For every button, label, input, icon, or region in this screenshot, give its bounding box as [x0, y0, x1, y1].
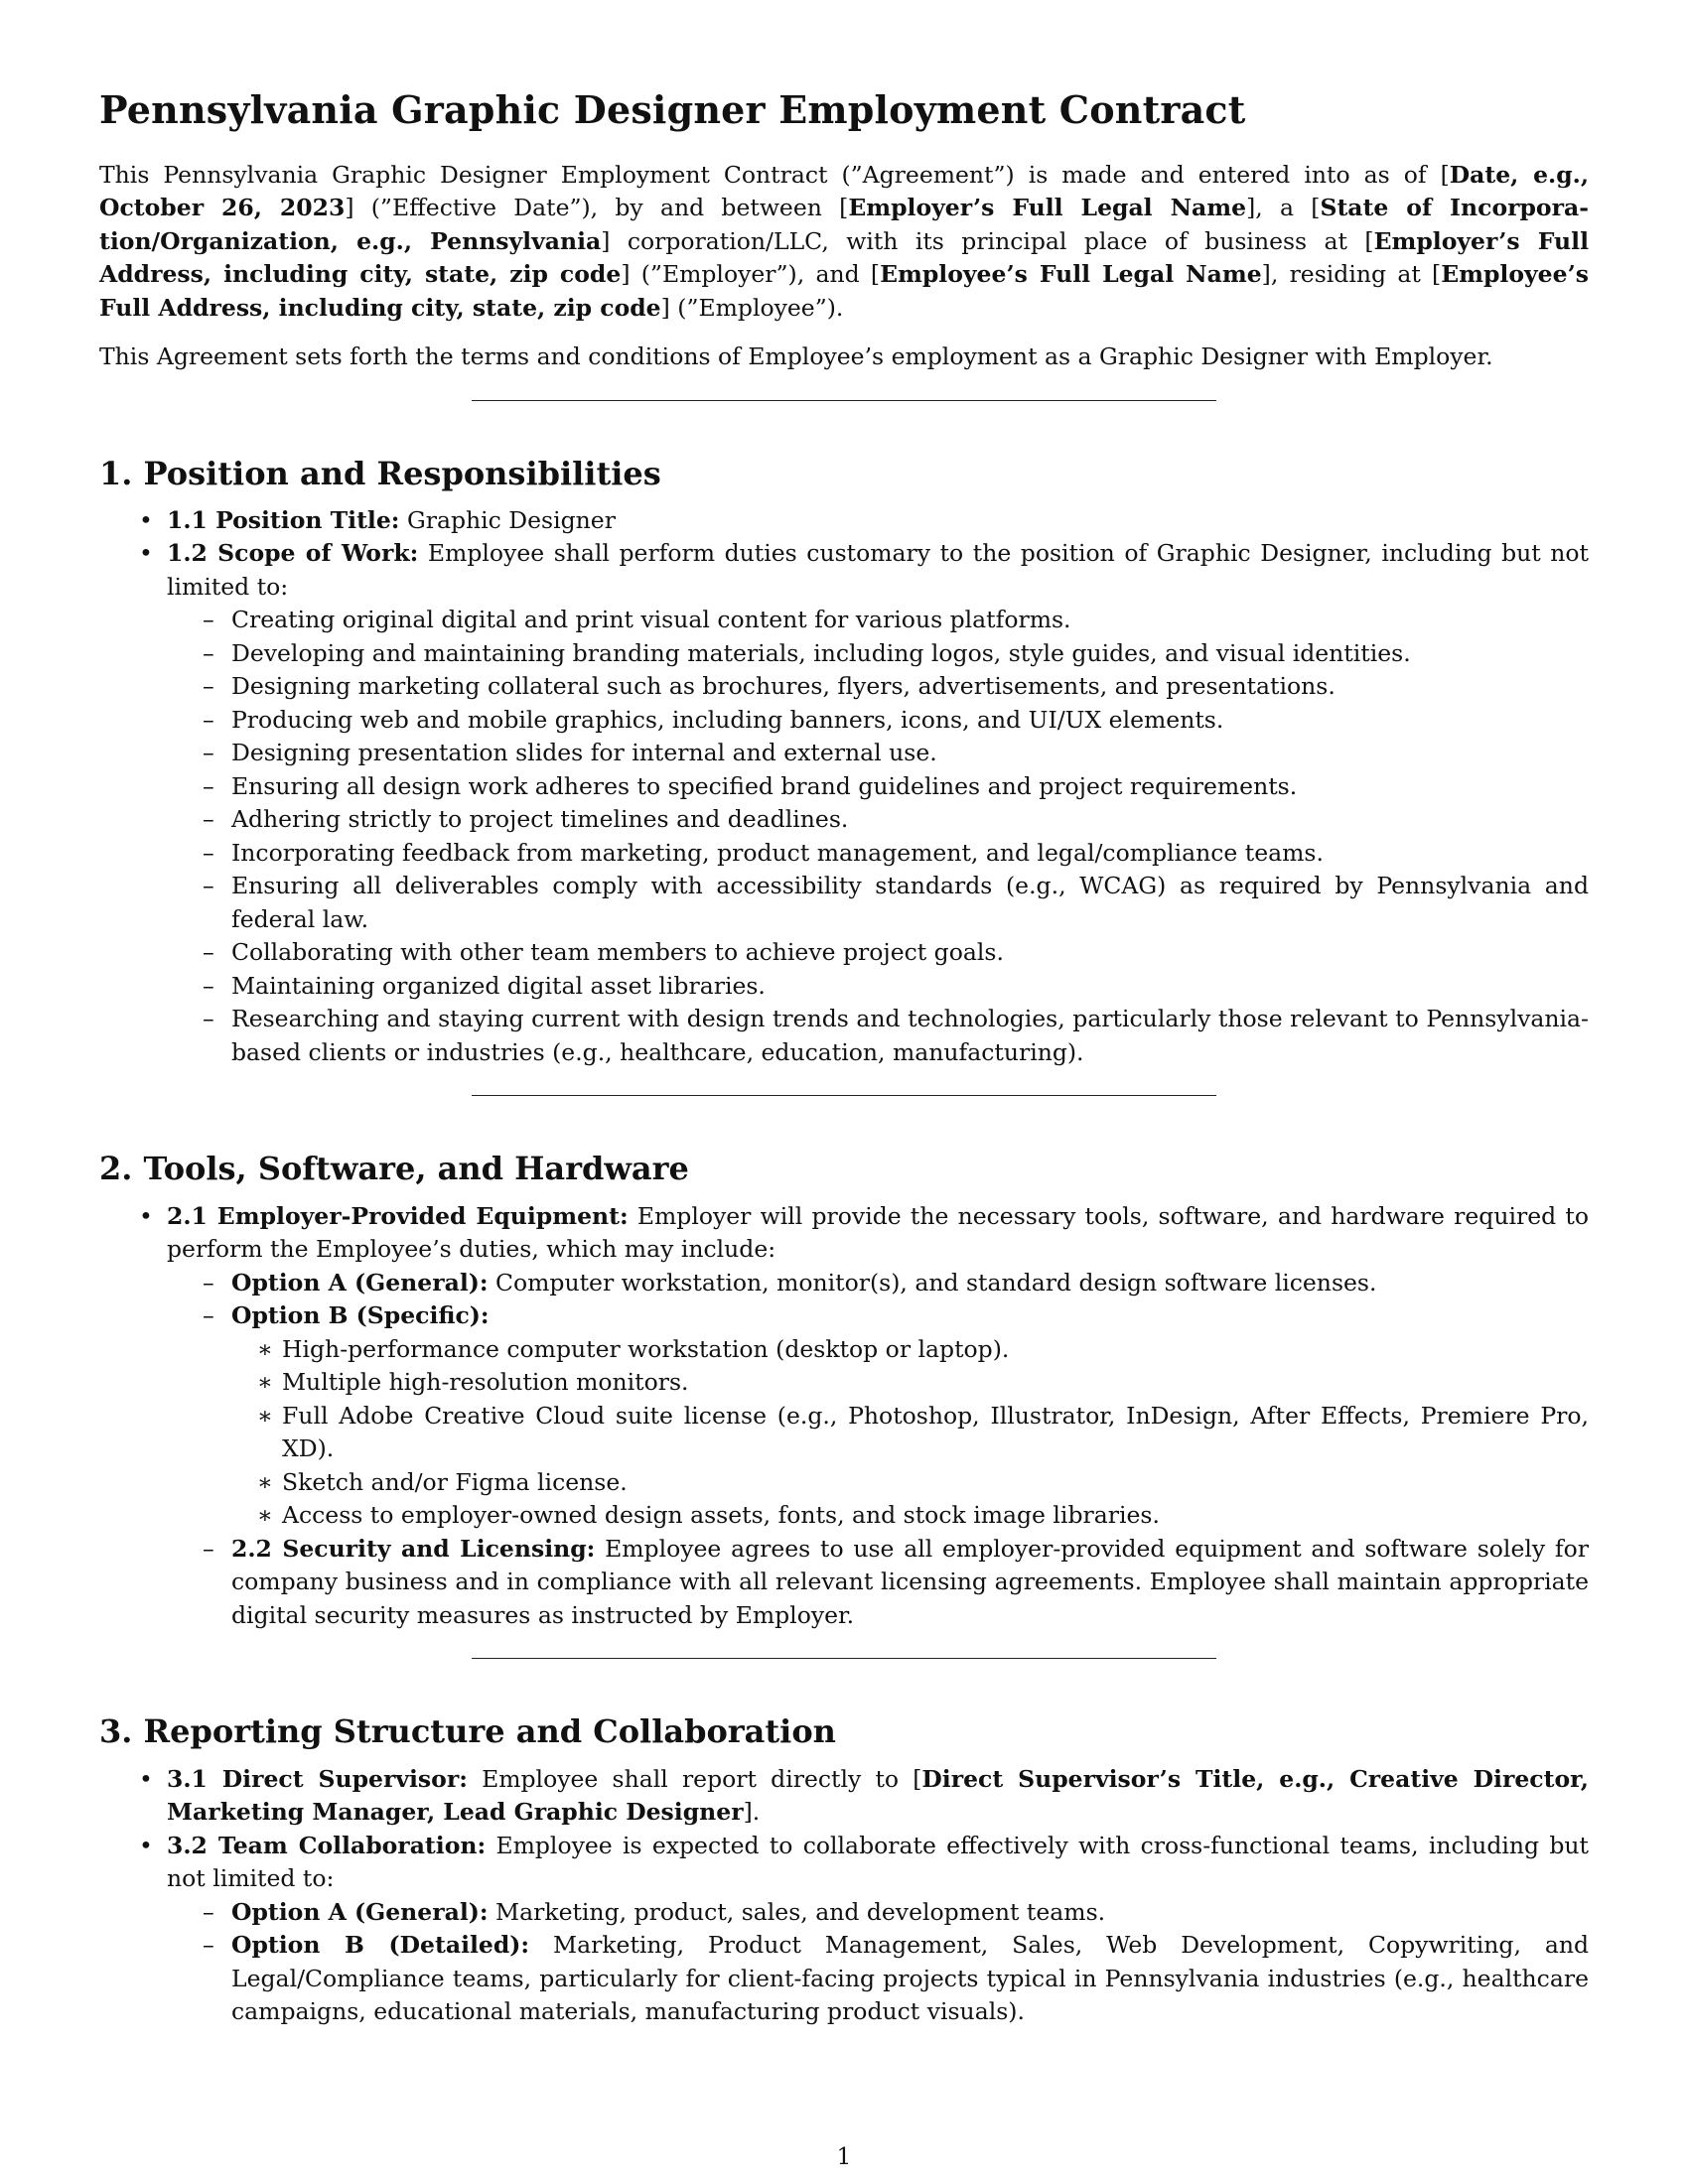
list-item	[167, 870, 1589, 936]
collaboration-options-list	[167, 1896, 1589, 2029]
item-text: Graphic Designer	[399, 505, 616, 534]
section-1-heading: 1. Position and Responsibilities	[99, 454, 661, 492]
list-item	[167, 803, 1589, 837]
dash-icon: –	[203, 1301, 214, 1330]
item-label: Option A (General):	[231, 1268, 489, 1297]
intro-text: ] (”Employee”).	[660, 293, 844, 322]
item-text: Researching and staying current with design trends and technologies, particularly those relevant to Pennsylvania-based clients or industries (e.g., healthcare, education, manufacturing).	[231, 1005, 1589, 1066]
section-divider	[472, 400, 1216, 401]
item-text: Employee agrees to use all employer-provided equipment and software solely for company business and in compliance with all relevant licensing agreements. Employee shall maintain appropriate digital security measures as instructed by Employer.	[231, 1534, 1589, 1629]
dash-icon: –	[203, 1268, 214, 1297]
item-label: 3.1 Direct Supervisor:	[167, 1764, 468, 1793]
asterisk-icon: ∗	[257, 1334, 273, 1363]
list-item	[231, 1333, 1589, 1367]
list-item	[231, 1400, 1589, 1466]
list-item	[167, 1533, 1589, 1633]
item-text: Sketch and/or Figma license.	[282, 1467, 628, 1496]
section-divider	[472, 1658, 1216, 1659]
intro-text: ], a [	[1246, 194, 1321, 222]
list-item	[167, 970, 1589, 1004]
list-item	[99, 504, 1589, 538]
item-text: Developing and maintaining branding materials, including logos, style guides, and visual identities.	[231, 638, 1411, 667]
dash-icon: –	[203, 1005, 214, 1033]
list-item	[167, 1896, 1589, 1930]
employer-name-placeholder: Employer’s Full Legal Name	[848, 194, 1247, 222]
item-text: Producing web and mobile graphics, including banners, icons, and UI/UX elements.	[231, 705, 1224, 734]
intro-text: ] (”Effective Date”), by and between [	[345, 194, 849, 222]
list-item	[99, 1200, 1589, 1633]
dash-icon: –	[203, 1897, 214, 1926]
item-text: Maintaining organized digital asset libraries.	[231, 971, 766, 1000]
duties-list	[167, 604, 1589, 1069]
document-title: Pennsylvania Graphic Designer Employment Contract	[99, 87, 1246, 132]
asterisk-icon: ∗	[257, 1467, 273, 1496]
dash-icon: –	[203, 672, 214, 701]
dash-icon: –	[203, 838, 214, 867]
item-text: Incorporating feedback from marketing, product management, and legal/compliance teams.	[231, 838, 1324, 867]
list-item	[167, 704, 1589, 738]
list-item	[167, 936, 1589, 970]
list-item	[167, 1929, 1589, 2029]
section-3-heading: 3. Reporting Structure and Collaboration	[99, 1712, 836, 1751]
asterisk-icon: ∗	[257, 1368, 273, 1397]
section-3-list	[99, 1763, 1589, 2029]
employer-address-placeholder: Employer’s Full Address, including city, state, zip code	[99, 226, 1589, 289]
equipment-options-list	[167, 1267, 1589, 1633]
list-item	[231, 1499, 1589, 1533]
dash-icon: –	[203, 638, 214, 667]
document-page	[99, 87, 1589, 2029]
list-item	[231, 1466, 1589, 1500]
intro-text: ] (”Employer”), and [	[621, 260, 881, 289]
item-text: Computer workstation, monitor(s), and standard design software licenses.	[488, 1268, 1377, 1297]
bullet-icon: •	[139, 1831, 153, 1859]
item-text: Marketing, Product Management, Sales, Web Development, Copywriting, and Legal/Compliance teams, particularly for client-facing projects typical in Pennsylvania industries (e.g., healthcare campaigns, educational materials, manufacturing product visuals).	[231, 1931, 1590, 2026]
list-item	[167, 837, 1589, 871]
section-2-heading: 2. Tools, Software, and Hardware	[99, 1150, 689, 1188]
section-2-list	[99, 1200, 1589, 1633]
item-label: 2.2 Security and Licensing:	[231, 1534, 596, 1563]
dash-icon: –	[203, 938, 214, 967]
list-item	[231, 1366, 1589, 1400]
employee-address-placeholder: Employee’s Full Address, including city, state, zip code	[99, 260, 1589, 322]
item-text: Full Adobe Creative Cloud suite license (e.g., Photoshop, Illustrator, InDesign, After Effects, Premiere Pro, XD).	[282, 1401, 1589, 1463]
list-item	[167, 1299, 1589, 1533]
item-text: Access to employer-owned design assets, fonts, and stock image libraries.	[282, 1501, 1160, 1530]
list-item	[167, 604, 1589, 637]
list-item	[167, 737, 1589, 770]
item-text: Employee shall report directly to [	[467, 1764, 922, 1793]
asterisk-icon: ∗	[257, 1401, 273, 1430]
dash-icon: –	[203, 739, 214, 767]
page-number: 1	[836, 2144, 852, 2170]
item-text: High-performance computer workstation (desktop or laptop).	[282, 1334, 1010, 1363]
intro-text: ], residing at [	[1261, 260, 1442, 289]
dash-icon: –	[203, 1534, 214, 1563]
bullet-icon: •	[139, 1764, 153, 1793]
dash-icon: –	[203, 872, 214, 900]
item-label: Option B (Detailed):	[231, 1931, 530, 1960]
dash-icon: –	[203, 771, 214, 800]
intro-paragraph	[99, 159, 1589, 326]
list-item	[99, 537, 1589, 1069]
item-text: Designing presentation slides for internal and external use.	[231, 739, 937, 767]
item-text: Multiple high-resolution monitors.	[282, 1368, 689, 1397]
item-label: Option B (Specific):	[231, 1301, 490, 1330]
state-placeholder: State of Incorporation/Organization, e.g., Pennsylvania	[99, 194, 1589, 255]
specific-equipment-list	[231, 1333, 1589, 1533]
bullet-icon: •	[139, 539, 153, 568]
section-1-list	[99, 504, 1589, 1070]
item-text: Employer will provide the necessary tools, software, and hardware required to perform the Employee’s duties, which may include:	[167, 1201, 1589, 1264]
dash-icon: –	[203, 1931, 214, 1960]
item-label: 1.2 Scope of Work:	[167, 539, 419, 568]
employee-name-placeholder: Employee’s Full Legal Name	[880, 260, 1262, 289]
supervisor-placeholder: Direct Supervisor’s Title, e.g., Creative Director, Marketing Manager, Lead Graphic Designer	[167, 1764, 1589, 1827]
list-item	[99, 1830, 1589, 2029]
bullet-icon: •	[139, 505, 153, 534]
item-text: Designing marketing collateral such as brochures, flyers, advertisements, and presentations.	[231, 672, 1336, 701]
dash-icon: –	[203, 606, 214, 634]
item-text: Ensuring all deliverables comply with accessibility standards (e.g., WCAG) as required by Pennsylvania and federal law.	[231, 872, 1589, 933]
item-text: Employee is expected to collaborate effectively with cross-functional teams, including but not limited to:	[167, 1831, 1589, 1893]
item-text: Ensuring all design work adheres to specified brand guidelines and project requirements.	[231, 771, 1298, 800]
item-text: Marketing, product, sales, and development teams.	[488, 1897, 1106, 1926]
list-item	[167, 1003, 1589, 1069]
dash-icon: –	[203, 705, 214, 734]
list-item	[167, 670, 1589, 704]
item-label: Option A (General):	[231, 1897, 489, 1926]
list-item	[167, 637, 1589, 671]
section-divider	[472, 1095, 1216, 1096]
effective-date-placeholder: Date, e.g., October 26, 2023	[99, 160, 1590, 222]
dash-icon: –	[203, 971, 214, 1000]
asterisk-icon: ∗	[257, 1501, 273, 1530]
bullet-icon: •	[139, 1201, 153, 1230]
item-text: Creating original digital and print visual content for various platforms.	[231, 606, 1071, 634]
purpose-paragraph: This Agreement sets forth the terms and conditions of Employee’s employment as a Graphic Designer with Employer.	[99, 342, 1493, 371]
list-item	[99, 1763, 1589, 1830]
dash-icon: –	[203, 805, 214, 834]
item-text: Adhering strictly to project timelines and deadlines.	[231, 805, 849, 834]
item-label: 2.1 Employer-Provided Equipment:	[167, 1201, 629, 1230]
item-text: Employee shall perform duties customary to the position of Graphic Designer, including but not limited to:	[167, 539, 1589, 601]
item-label: 1.1 Position Title:	[167, 505, 400, 534]
item-text: Collaborating with other team members to achieve project goals.	[231, 938, 1004, 967]
list-item	[167, 1267, 1589, 1300]
item-label: 3.2 Team Collaboration:	[167, 1831, 487, 1859]
list-item	[167, 770, 1589, 804]
item-text: ].	[743, 1798, 761, 1827]
intro-text: This Pennsylvania Graphic Designer Employment Contract (”Agreement”) is made and entered into as of [	[99, 160, 1450, 189]
intro-text: ] corporation/LLC, with its principal place of business at [	[601, 226, 1374, 255]
